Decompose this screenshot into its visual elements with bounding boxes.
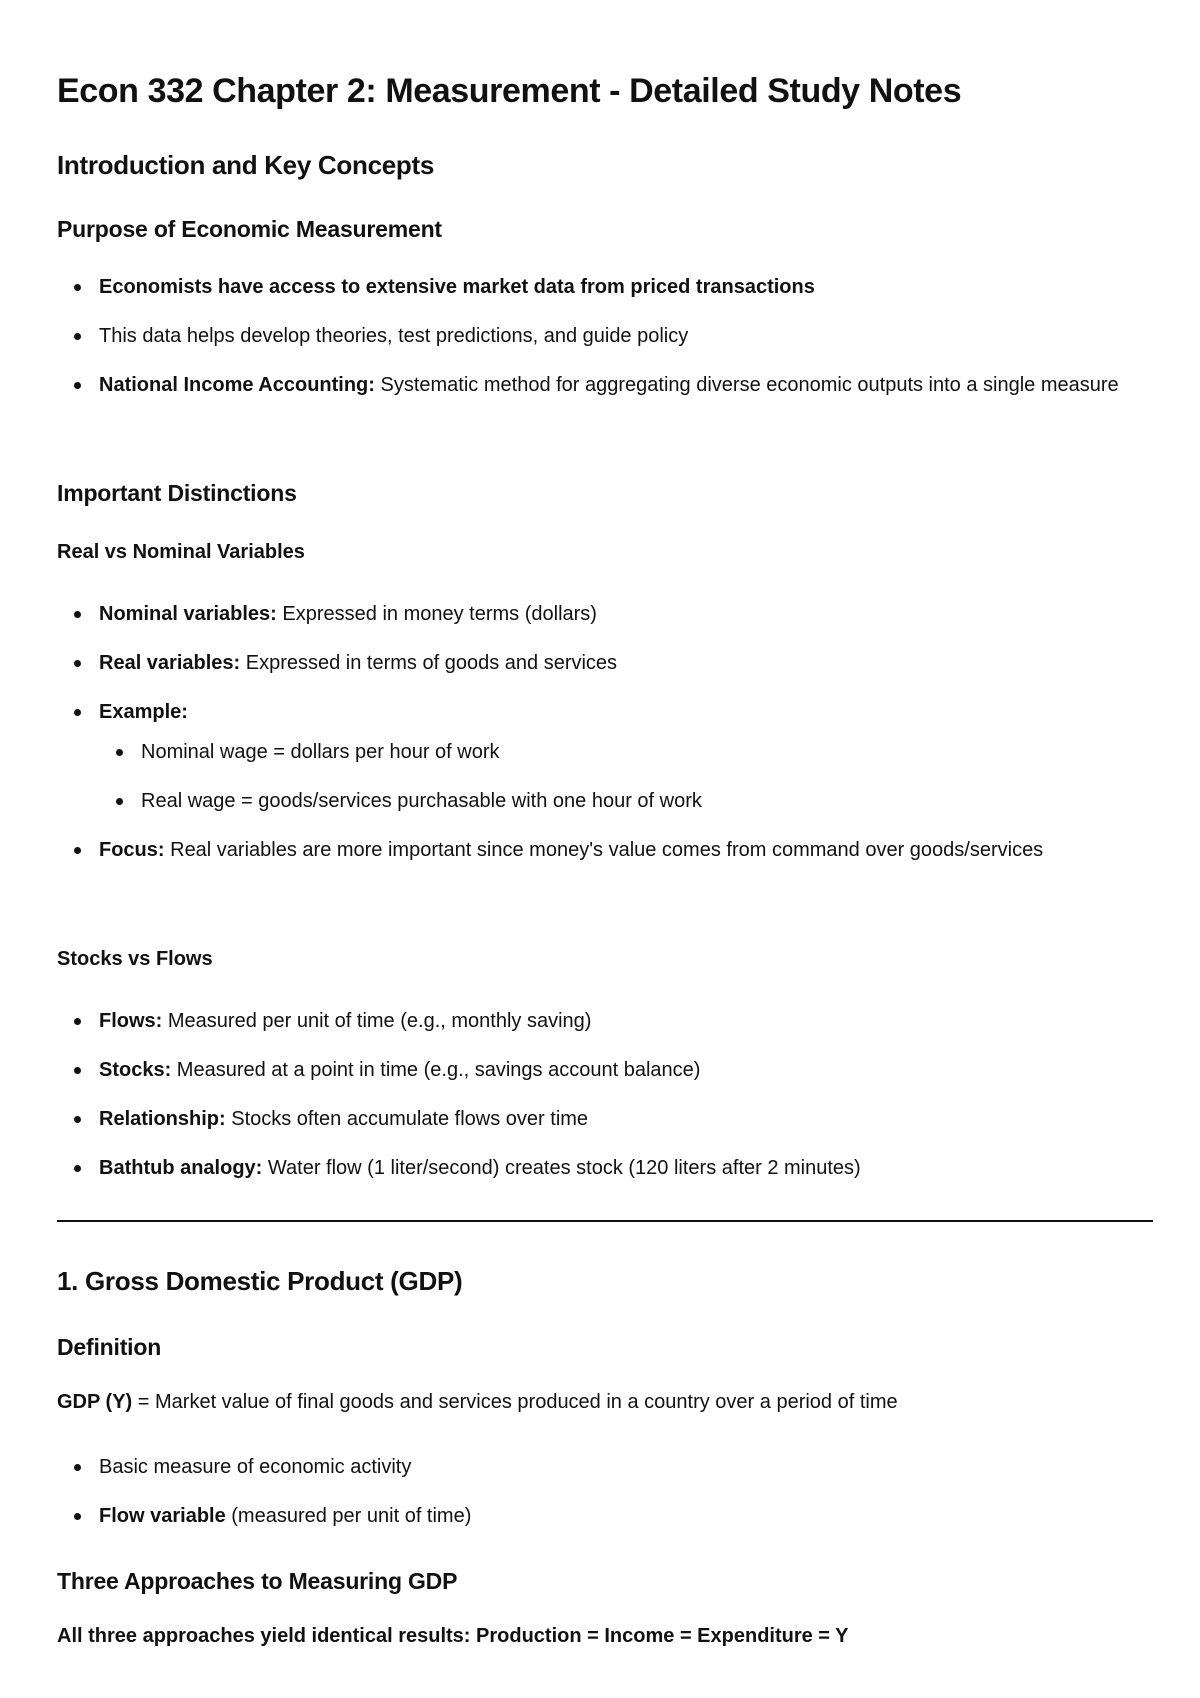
list-item: Nominal variables: Expressed in money terms (dollars) <box>99 594 1153 634</box>
list-item: Real wage = goods/services purchasable with one hour of work <box>141 781 1195 821</box>
list-item: Example: Nominal wage = dollars per hour of work Real wage = goods/services purchasable with one hour of work <box>99 692 1153 821</box>
list-item: National Income Accounting: Systematic method for aggregating diverse economic outputs into a single measure <box>99 365 1153 405</box>
subsubheading-stocks-flows: Stocks vs Flows <box>57 948 213 970</box>
list-item: Relationship: Stocks often accumulate flows over time <box>99 1099 1153 1139</box>
gdp-definition-paragraph: GDP (Y) = Market value of final goods and services produced in a country over a period of time <box>57 1391 898 1413</box>
subheading-distinctions: Important Distinctions <box>57 480 297 506</box>
real-nominal-list <box>99 594 1153 870</box>
stocks-flows-list <box>99 1001 1153 1188</box>
list-item: Basic measure of economic activity <box>99 1447 1153 1487</box>
approaches-paragraph: All three approaches yield identical results: Production = Income = Expenditure = Y <box>57 1625 849 1647</box>
list-item: Nominal wage = dollars per hour of work <box>141 732 1195 772</box>
list-item: This data helps develop theories, test predictions, and guide policy <box>99 316 1153 356</box>
purpose-list <box>99 267 1153 405</box>
subheading-purpose: Purpose of Economic Measurement <box>57 216 442 242</box>
list-item: Economists have access to extensive market data from priced transactions <box>99 267 1153 307</box>
subheading-approaches: Three Approaches to Measuring GDP <box>57 1568 458 1594</box>
subheading-definition: Definition <box>57 1334 162 1360</box>
list-item: Focus: Real variables are more important since money's value comes from command over goods/services <box>99 830 1153 870</box>
subsubheading-real-nominal: Real vs Nominal Variables <box>57 541 305 563</box>
document-title: Econ 332 Chapter 2: Measurement - Detailed Study Notes <box>57 72 962 110</box>
list-item: Flow variable (measured per unit of time) <box>99 1496 1153 1536</box>
horizontal-divider <box>57 1220 1153 1222</box>
gdp-definition-list <box>99 1447 1153 1536</box>
list-item: Bathtub analogy: Water flow (1 liter/second) creates stock (120 liters after 2 minutes) <box>99 1148 1153 1188</box>
example-sublist <box>141 732 1195 821</box>
list-item: Real variables: Expressed in terms of goods and services <box>99 643 1153 683</box>
section-heading-introduction: Introduction and Key Concepts <box>57 150 434 180</box>
list-item: Flows: Measured per unit of time (e.g., monthly saving) <box>99 1001 1153 1041</box>
list-item: Stocks: Measured at a point in time (e.g., savings account balance) <box>99 1050 1153 1090</box>
section-heading-gdp: 1. Gross Domestic Product (GDP) <box>57 1266 463 1296</box>
